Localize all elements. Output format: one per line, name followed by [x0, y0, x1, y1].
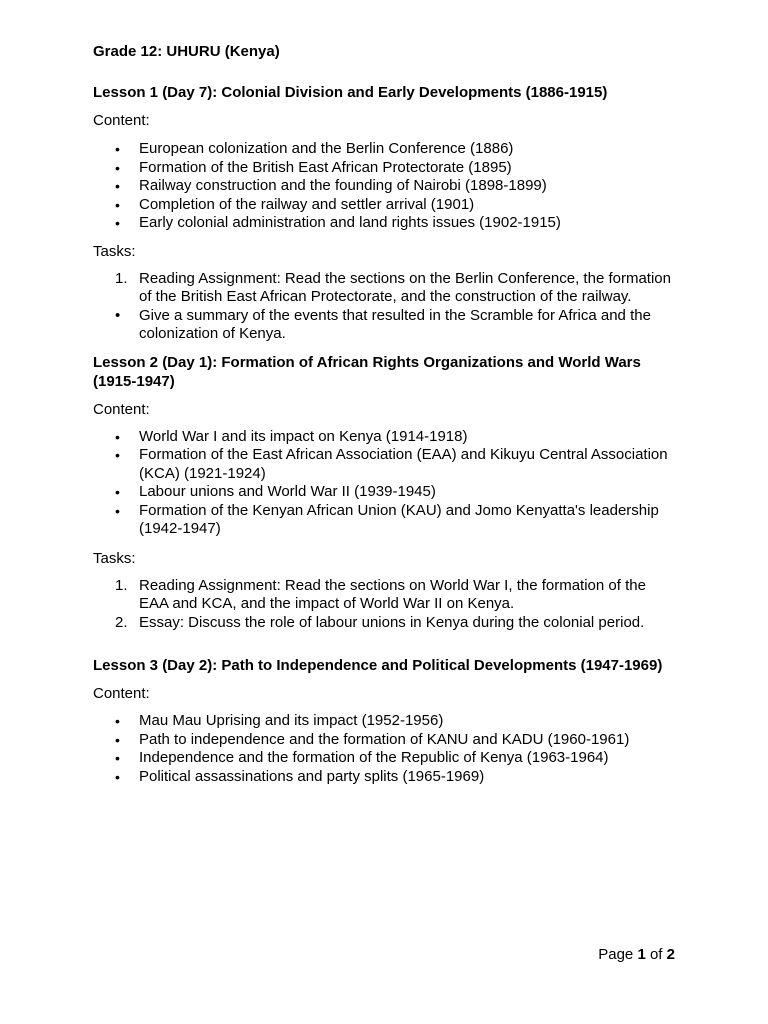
- task-text: Give a summary of the events that resulted in the Scramble for Africa and the colonization of Kenya.: [139, 306, 651, 342]
- bullet-icon: •: [115, 159, 120, 176]
- bullet-icon: •: [115, 502, 120, 519]
- lesson-1-content-label: Content:: [93, 112, 150, 129]
- of-word: of: [649, 946, 663, 963]
- list-item-text: Mau Mau Uprising and its impact (1952-1956): [139, 712, 444, 729]
- list-item: [93, 196, 676, 215]
- list-item-text: Formation of the Kenyan African Union (KAU) and Jomo Kenyatta's leadership (1942-1947): [139, 501, 659, 537]
- list-item: [93, 712, 676, 731]
- list-item: [93, 428, 676, 447]
- page-footer: [598, 945, 675, 964]
- bullet-icon: •: [115, 428, 120, 445]
- document-title: Grade 12: UHURU (Kenya): [93, 43, 280, 60]
- list-item: [93, 446, 676, 483]
- list-item-text: Formation of the East African Association (EAA) and Kikuyu Central Association (KCA) (1921-1924): [139, 446, 668, 482]
- list-item-text: Independence and the formation of the Republic of Kenya (1963-1964): [139, 749, 609, 766]
- lesson-2-content-label: Content:: [93, 400, 150, 418]
- task-item: [93, 270, 676, 307]
- list-item: [93, 768, 676, 787]
- task-item: [93, 614, 676, 633]
- total-pages-number: 2: [666, 946, 675, 963]
- list-item: [93, 159, 676, 178]
- bullet-icon: •: [115, 215, 120, 231]
- list-item: [93, 140, 676, 159]
- lesson-1-content-list: [93, 140, 676, 233]
- bullet-icon: •: [115, 731, 120, 748]
- list-item: [93, 214, 676, 233]
- task-item: [93, 307, 676, 344]
- task-text: Essay: Discuss the role of labour unions in Kenya during the colonial period.: [139, 613, 645, 631]
- lesson-1-tasks-list: [93, 270, 676, 344]
- bullet-icon: •: [115, 768, 120, 785]
- list-item-text: Early colonial administration and land rights issues (1902-1915): [139, 214, 561, 231]
- list-item-text: Labour unions and World War II (1939-1945): [139, 483, 436, 500]
- lesson-3-content-label: Content:: [93, 685, 150, 702]
- bullet-icon: •: [115, 713, 120, 729]
- bullet-icon: •: [115, 178, 120, 194]
- lesson-3: [93, 656, 676, 786]
- task-text: Reading Assignment: Read the sections on the Berlin Conference, the formation of the British East African Protectorate, and the construction of the railway.: [139, 269, 671, 305]
- task-number: 1.: [115, 269, 128, 287]
- list-item: [93, 502, 676, 539]
- list-item: [93, 749, 676, 768]
- list-item-text: World War I and its impact on Kenya (1914-1918): [139, 427, 468, 445]
- bullet-icon: •: [115, 141, 120, 157]
- task-number: 2.: [115, 613, 128, 631]
- lesson-1-tasks-label: Tasks:: [93, 242, 136, 260]
- lesson-1: [93, 83, 676, 344]
- lesson-2-content-list: [93, 428, 676, 539]
- lesson-2-heading: Lesson 2 (Day 1): Formation of African Rights Organizations and World Wars (1915-1947): [93, 353, 641, 390]
- bullet-icon: •: [115, 750, 120, 766]
- bullet-icon: •: [115, 196, 120, 213]
- list-item: [93, 483, 676, 502]
- bullet-icon: •: [115, 484, 120, 500]
- lesson-3-content-list: [93, 712, 676, 786]
- list-item-text: Completion of the railway and settler arrival (1901): [139, 195, 475, 213]
- list-item: [93, 731, 676, 750]
- lesson-2-tasks-label: Tasks:: [93, 549, 136, 567]
- list-item-text: Formation of the British East African Protectorate (1895): [139, 158, 512, 176]
- list-item-text: Railway construction and the founding of Nairobi (1898-1899): [139, 177, 547, 194]
- lesson-1-heading: Lesson 1 (Day 7): Colonial Division and Early Developments (1886-1915): [93, 84, 608, 101]
- list-item-text: Political assassinations and party splits (1965-1969): [139, 767, 485, 785]
- bullet-icon: •: [115, 447, 120, 463]
- list-item: [93, 177, 676, 196]
- current-page-number: 1: [637, 946, 646, 963]
- list-item-text: Path to independence and the formation of KANU and KADU (1960-1961): [139, 730, 630, 748]
- lesson-3-heading: Lesson 3 (Day 2): Path to Independence and Political Developments (1947-1969): [93, 657, 663, 674]
- page-word: Page: [598, 946, 634, 963]
- bullet-icon: •: [115, 306, 121, 324]
- task-number: 1.: [115, 576, 128, 594]
- task-item: [93, 577, 676, 614]
- lesson-2-tasks-list: [93, 577, 676, 633]
- list-item-text: European colonization and the Berlin Conference (1886): [139, 140, 514, 157]
- lesson-2: [93, 353, 676, 633]
- task-text: Reading Assignment: Read the sections on World War I, the formation of the EAA and KCA, and the impact of World War II on Kenya.: [139, 576, 646, 612]
